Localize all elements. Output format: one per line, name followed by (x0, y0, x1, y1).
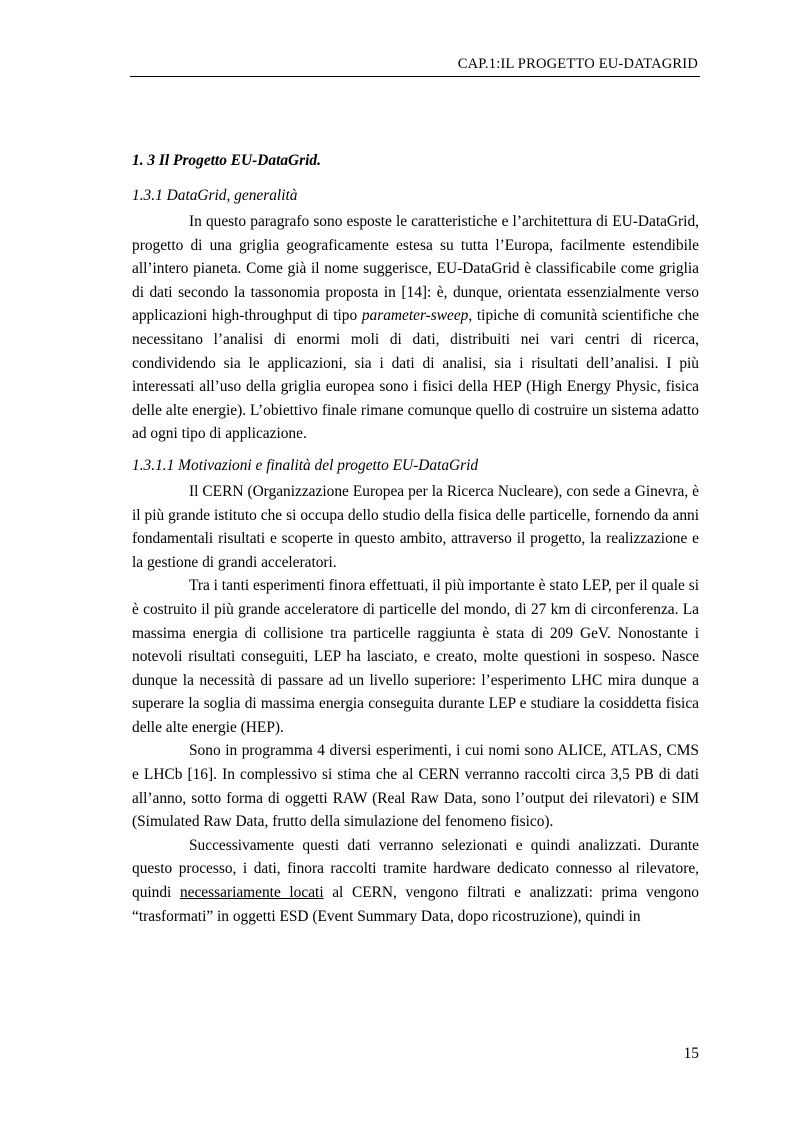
paragraph-analisi (132, 834, 699, 928)
paragraph-esperimenti: Sono in programma 4 diversi esperimenti, i cui nomi sono ALICE, ATLAS, CMS e LHCb [16]. In complessivo si stima che al CERN verranno raccolti circa 3,5 PB di dati all’anno, sotto forma di oggetti RAW (Real Raw Data, sono l’output dei rilevatori) e SIM (Simulated Raw Data, frutto della simulazione del fenomeno fisico). (132, 742, 699, 831)
paragraph-generalita (132, 210, 699, 446)
underlined-text: necessariamente locati (179, 884, 324, 902)
running-header: CAP.1:IL PROGETTO EU-DATAGRID (457, 56, 698, 72)
section-title: 1. 3 Il Progetto EU-DataGrid. (132, 152, 321, 169)
paragraph-lep: Tra i tanti esperimenti finora effettuati, il più importante è stato LEP, per il quale si è costruito il più grande acceleratore di particelle del mondo, di 27 km di circonferenza. La massima energia di collisione tra particelle raggiunta è stata di 209 GeV. Nonostante i notevoli risultati conseguiti, LEP ha lasciato, e creato, molte questioni in sospeso. Nasce dunque la necessità di passare ad un livello superiore: l’esperimento LHC mira dunque a superare la soglia di massima energia conseguita durante LEP e studiare la cosiddetta fisica delle alte energie (HEP). (132, 577, 699, 736)
paragraph-cern: Il CERN (Organizzazione Europea per la Ricerca Nucleare), con sede a Ginevra, è il più grande istituto che si occupa dello studio della fisica delle particelle, fornendo da anni fondamentali risultati e scoperte in questo ambito, attraverso il progetto, la realizzazione e la gestione di grandi acceleratori. (132, 482, 699, 571)
paragraph-text: al CERN, vengono filtrati e analizzati: prima vengono “trasformati” in oggetti ESD (Event Summary Data, dopo ricostruzione), quindi in (132, 884, 699, 925)
paragraph-text: Successivamente questi dati verranno selezionati e quindi analizzati. Durante questo processo, i dati, finora raccolti tramite hardware dedicato connesso al rilevatore, quindi (132, 836, 699, 902)
page-body (132, 150, 699, 928)
emphasis-parameter-sweep: parameter-sweep (361, 307, 469, 325)
subsection-heading-motivazioni: 1.3.1.1 Motivazioni e finalità del progetto EU-DataGrid (132, 456, 479, 474)
paragraph-text: In questo paragrafo sono esposte le caratteristiche e l’architettura di EU-DataGrid, progetto di una griglia geograficamente estesa su tutta l’Europa, facilmente estendibile all’intero pianeta. Come già il nome suggerisce, EU-DataGrid è classificabile come griglia di dati secondo la tassonomia proposta in [14]: è, dunque, orientata essenzialmente verso applicazioni high-throughput di tipo (132, 213, 699, 325)
subsection-heading-generalita: 1.3.1 DataGrid, generalità (132, 187, 298, 204)
header-rule (130, 76, 700, 77)
paragraph-text: , tipiche di comunità scientifiche che necessitano l’analisi di enormi moli di dati, distribuiti nei vari centri di ricerca, condividendo sia le applicazioni, sia i dati di analisi, sia i risultati dell’analisi. I più interessati all’uso della griglia europea sono i fisici della HEP (High Energy Physic, fisica delle alte energie). L’obiettivo finale rimane comunque quello di costruire un sistema adatto ad ogni tipo di applicazione. (132, 307, 699, 443)
page-number: 15 (683, 1045, 699, 1062)
